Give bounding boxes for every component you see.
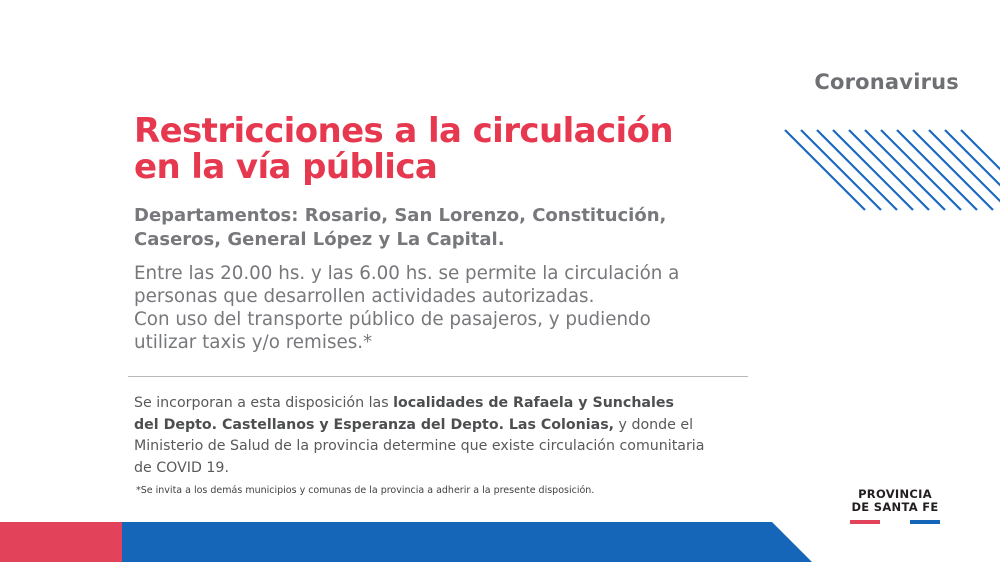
extra-plain-text: y donde el <box>614 416 694 433</box>
logo-line-2: DE SANTA FE <box>851 500 939 514</box>
title-line-2: en la vía pública <box>134 147 438 187</box>
extra-bold-text: del Depto. Castellanos y Esperanza del Depto. Las Colonias, <box>134 416 615 433</box>
logo-line-1: PROVINCIA <box>858 487 932 501</box>
page-title <box>134 113 673 185</box>
extra-line-1 <box>134 393 794 415</box>
departments-line-1: Departamentos: Rosario, San Lorenzo, Constitución, <box>134 205 667 226</box>
stripe-group <box>785 130 1000 210</box>
departments-line-2: Caseros, General López y La Capital. <box>134 229 505 250</box>
footer-blue-bar <box>122 522 812 562</box>
extra-line-3: Ministerio de Salud de la provincia determine que existe circulación comunitaria <box>134 438 705 454</box>
logo-blue-bar <box>910 520 940 524</box>
decorative-diagonal-stripes <box>780 128 1000 212</box>
extra-line-2 <box>134 415 794 437</box>
logo-red-bar <box>850 520 880 524</box>
extra-line-4: de COVID 19. <box>134 459 229 476</box>
body-line: personas que desarrollen actividades autorizadas. <box>134 286 595 307</box>
logo-flag-bars <box>850 520 940 524</box>
divider <box>128 376 748 377</box>
restriction-description <box>134 262 754 354</box>
additional-localities-text <box>134 393 794 479</box>
body-line: Con uso del transporte público de pasajeros, y pudiendo <box>134 309 651 330</box>
section-tag: Coronavirus <box>814 70 959 94</box>
provincia-santa-fe-logo <box>850 488 940 524</box>
footnote: *Se invita a los demás municipios y comunas de la provincia a adherir a la presente disposición. <box>136 485 595 496</box>
body-line: Entre las 20.00 hs. y las 6.00 hs. se permite la circulación a <box>134 263 680 284</box>
departments-text <box>134 204 734 252</box>
body-line: utilizar taxis y/o remises.* <box>134 332 373 353</box>
title-line-1: Restricciones a la circulación <box>134 111 673 151</box>
extra-plain-text: Se incorporan a esta disposición las <box>134 395 394 411</box>
footer-blue-shape <box>122 522 812 562</box>
extra-bold-text: localidades de Rafaela y Sunchales <box>393 395 674 411</box>
footer-red-bar <box>0 522 122 562</box>
